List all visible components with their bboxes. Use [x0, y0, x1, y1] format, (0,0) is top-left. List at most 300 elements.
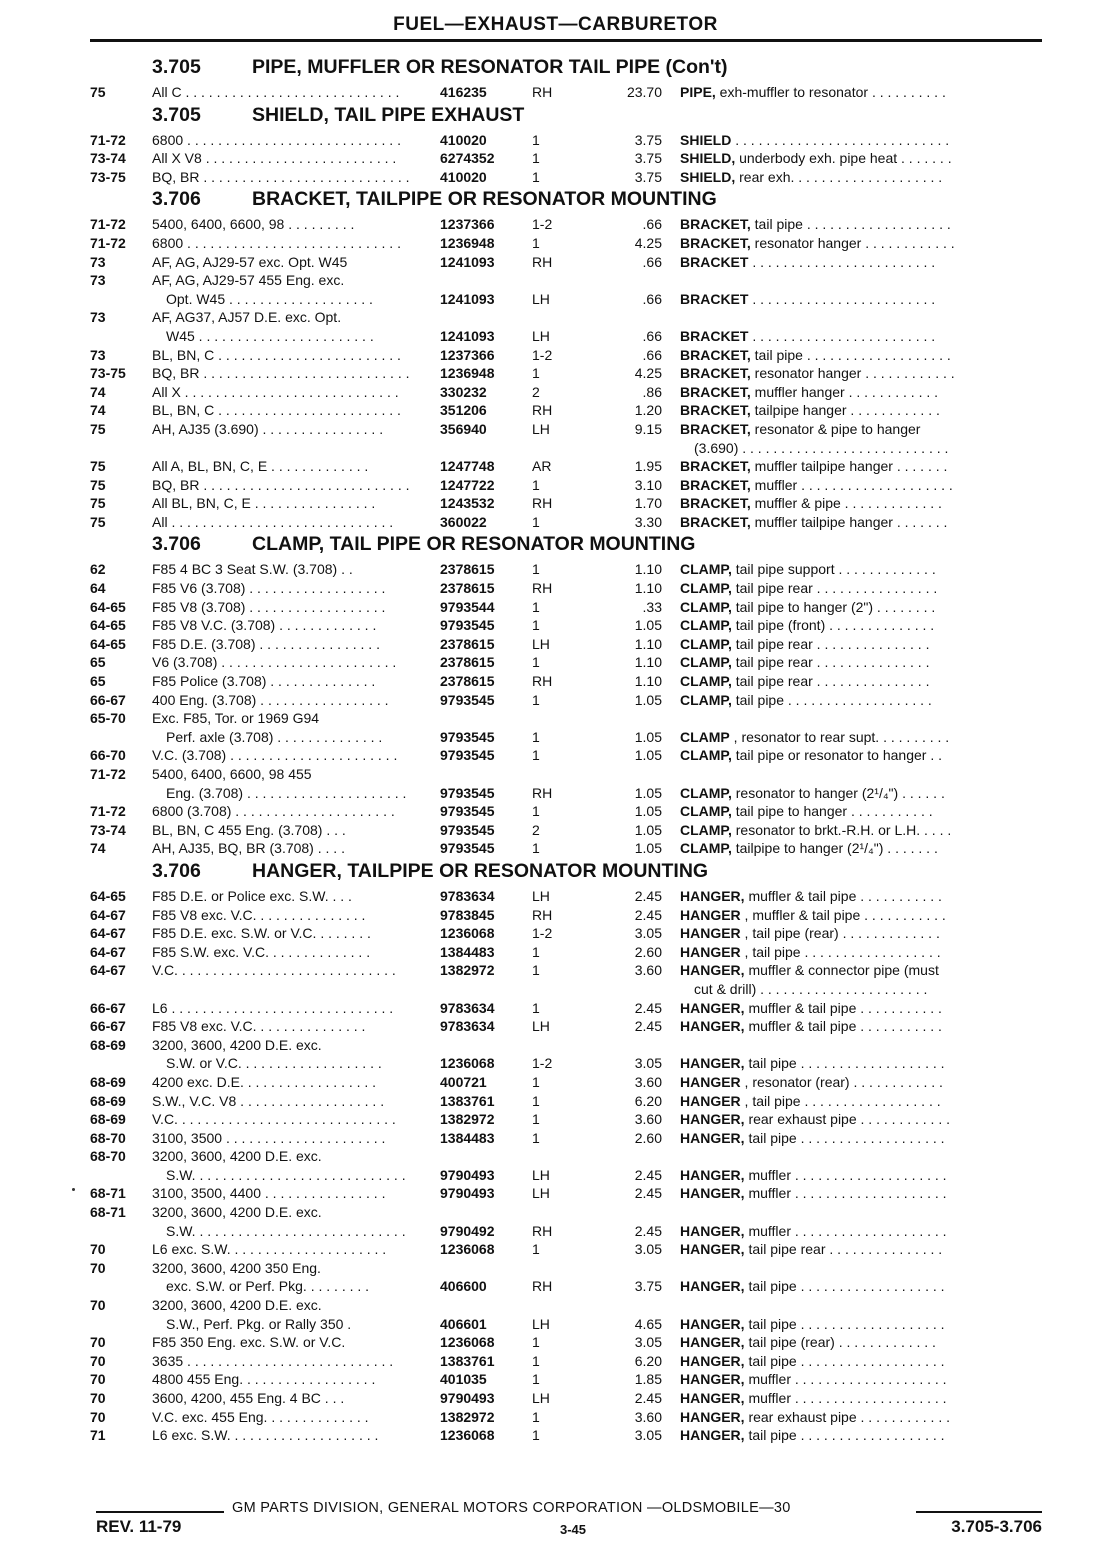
- application: F85 V8 exc. V.C. . . . . . . . . . . . . . .: [152, 906, 366, 923]
- application: W45 . . . . . . . . . . . . . . . . . . . . . . .: [166, 327, 374, 344]
- application: F85 S.W. exc. V.C. . . . . . . . . . . . . .: [152, 943, 371, 960]
- part-description: [680, 494, 1042, 513]
- parts-row: [90, 1017, 1042, 1036]
- price: .66: [642, 253, 662, 270]
- part-description: [680, 1240, 1042, 1259]
- part-detail: resonator hanger . . . . . . . . . . . .: [750, 234, 955, 251]
- application: AF, AG, AJ29-57 exc. Opt. W45: [152, 253, 348, 270]
- model-year: 68-69: [90, 1111, 126, 1128]
- part-name: HANGER,: [680, 1352, 745, 1369]
- part-name: HANGER,: [680, 1334, 745, 1351]
- part-description: [680, 672, 1042, 691]
- application: exc. S.W. or Perf. Pkg. . . . . . . . .: [166, 1278, 370, 1295]
- part-name: HANGER,: [680, 1018, 745, 1035]
- price: .66: [642, 327, 662, 344]
- part-name: HANGER,: [680, 1315, 745, 1332]
- parts-row: [90, 1166, 1042, 1185]
- part-description: [680, 906, 1042, 925]
- part-detail: , resonator (rear) . . . . . . . . . . . .: [740, 1073, 943, 1090]
- part-description: [680, 364, 1042, 383]
- part-name: CLAMP,: [680, 654, 732, 671]
- quantity: LH: [532, 1185, 550, 1202]
- application: 3600, 4200, 455 Eng. 4 BC . . .: [152, 1390, 345, 1406]
- model-year: 71-72: [90, 766, 126, 782]
- application: Perf. axle (3.708) . . . . . . . . . . . . . .: [166, 728, 383, 745]
- price: 2.45: [634, 1166, 662, 1183]
- part-description: [680, 1110, 1042, 1129]
- model-year: 64-65: [90, 887, 126, 904]
- part-name: HANGER,: [680, 1427, 745, 1444]
- price: 3.05: [634, 1427, 662, 1444]
- application: 5400, 6400, 6600, 98 . . . . . . . . .: [152, 216, 355, 233]
- parts-row: [90, 1296, 1042, 1315]
- part-description: [680, 728, 1042, 747]
- application: BL, BN, C . . . . . . . . . . . . . . . . . . . . . . . .: [152, 346, 401, 363]
- price: 1.10: [634, 580, 662, 597]
- section-number: 3.706: [152, 188, 201, 211]
- part-number: 1382972: [440, 1111, 495, 1128]
- part-description: [680, 1073, 1042, 1092]
- application: BL, BN, C 455 Eng. (3.708) . . .: [152, 821, 346, 838]
- part-detail: tail pipe support . . . . . . . . . . . . .: [731, 561, 936, 578]
- part-number: 1247748: [440, 458, 495, 475]
- quantity: RH: [532, 495, 553, 512]
- parts-row: [90, 168, 1042, 187]
- part-detail: rear exh. . . . . . . . . . . . . . . . . . . .: [735, 168, 943, 185]
- parts-row: [90, 709, 1042, 728]
- part-detail: muffler hanger . . . . . . . . . . . .: [750, 383, 939, 400]
- application: F85 350 Eng. exc. S.W. or V.C.: [152, 1334, 346, 1351]
- part-number: 1236068: [440, 1427, 495, 1444]
- part-description: [680, 420, 1042, 439]
- application: V.C. exc. 455 Eng. . . . . . . . . . . . . .: [152, 1408, 369, 1425]
- part-number: 410020: [440, 131, 487, 148]
- quantity: RH: [532, 673, 553, 690]
- application: 4800 455 Eng. . . . . . . . . . . . . . . . . .: [152, 1371, 376, 1388]
- part-number: 1237366: [440, 216, 495, 233]
- quantity: 1: [532, 234, 540, 251]
- part-name: HANGER,: [680, 887, 745, 904]
- model-year: 71-72: [90, 216, 126, 233]
- part-name: CLAMP,: [680, 840, 732, 857]
- application: 4200 exc. D.E. . . . . . . . . . . . . . . . . .: [152, 1073, 377, 1090]
- part-number: 1382972: [440, 1408, 495, 1425]
- part-detail: cut & drill) . . . . . . . . . . . . . . . . . . . . . .: [694, 980, 928, 997]
- part-detail: resonator & pipe to hanger: [750, 420, 921, 437]
- model-year: 73: [90, 309, 106, 326]
- price: 1.05: [634, 803, 662, 820]
- part-detail: , tail pipe (rear) . . . . . . . . . . . . .: [740, 925, 940, 942]
- model-year: 73-74: [90, 821, 126, 838]
- parts-row: [90, 943, 1042, 962]
- parts-row: [90, 513, 1042, 532]
- model-year: 68-69: [90, 1073, 126, 1090]
- part-detail: resonator hanger . . . . . . . . . . . .: [750, 365, 955, 382]
- part-detail: tail pipe rear . . . . . . . . . . . . . . . .: [731, 580, 938, 597]
- application: 5400, 6400, 6600, 98 455: [152, 766, 312, 782]
- parts-row: [90, 234, 1042, 253]
- page-title: FUEL—EXHAUST—CARBURETOR: [393, 14, 718, 35]
- application: 3100, 3500, 4400 . . . . . . . . . . . . . . . .: [152, 1185, 386, 1202]
- price: 2.45: [634, 1222, 662, 1239]
- part-number: 1237366: [440, 346, 495, 363]
- part-name: BRACKET: [680, 290, 749, 307]
- part-detail: tail pipe rear . . . . . . . . . . . . . . .: [731, 673, 930, 690]
- application: 3200, 3600, 4200 D.E. exc.: [152, 1204, 322, 1221]
- model-year: 70: [90, 1297, 106, 1314]
- price: 2.45: [634, 1390, 662, 1406]
- application: All . . . . . . . . . . . . . . . . . . . . . . . . . . . . .: [152, 513, 394, 530]
- parts-row: [90, 1092, 1042, 1111]
- part-detail: underbody exh. pipe heat . . . . . . .: [735, 150, 952, 167]
- part-description: [680, 887, 1042, 906]
- part-description: [680, 476, 1042, 495]
- part-detail: tail pipe . . . . . . . . . . . . . . . . . . .: [731, 691, 932, 708]
- part-detail: muffler & tail pipe . . . . . . . . . . .: [744, 887, 942, 904]
- section-title: HANGER, TAILPIPE OR RESONATOR MOUNTING: [252, 859, 709, 882]
- part-name: BRACKET: [680, 253, 749, 270]
- application: 3200, 3600, 4200 D.E. exc.: [152, 1297, 322, 1314]
- model-year: 68-69: [90, 1092, 126, 1109]
- model-year: 71-72: [90, 131, 126, 148]
- parts-row: [90, 839, 1042, 858]
- part-number: 1241093: [440, 290, 495, 307]
- application: AF, AG, AJ29-57 455 Eng. exc.: [152, 272, 345, 289]
- model-year: 64-65: [90, 635, 126, 652]
- part-name: HANGER,: [680, 962, 745, 979]
- quantity: RH: [532, 253, 553, 270]
- part-detail: tail pipe . . . . . . . . . . . . . . . . . . .: [750, 346, 951, 363]
- part-number: 1236068: [440, 1241, 495, 1258]
- model-year: 75: [90, 495, 106, 512]
- price: 2.45: [634, 906, 662, 923]
- part-detail: tail pipe . . . . . . . . . . . . . . . . . . .: [744, 1427, 945, 1444]
- model-year: 70: [90, 1352, 106, 1369]
- part-detail: rear exhaust pipe . . . . . . . . . . . .: [744, 1111, 950, 1128]
- price: 1.10: [634, 635, 662, 652]
- part-detail: muffler . . . . . . . . . . . . . . . . . . . .: [750, 476, 953, 493]
- part-detail: (3.690) . . . . . . . . . . . . . . . . . . . . . . . . . . .: [694, 439, 949, 456]
- price: 2.60: [634, 1129, 662, 1146]
- parts-row: [90, 728, 1042, 747]
- footer-company: GM PARTS DIVISION, GENERAL MOTORS CORPORATION —OLDSMOBILE—30: [232, 1500, 791, 1516]
- part-number: 1236068: [440, 925, 495, 942]
- parts-row: [90, 1222, 1042, 1241]
- part-name: HANGER: [680, 943, 741, 960]
- part-number: 351206: [440, 402, 487, 419]
- parts-row: [90, 253, 1042, 272]
- parts-row: [90, 1259, 1042, 1278]
- part-number: 6274352: [440, 150, 495, 167]
- part-number: 1236948: [440, 365, 495, 382]
- part-number: 1236948: [440, 234, 495, 251]
- application: AH, AJ35 (3.690) . . . . . . . . . . . . . . . .: [152, 420, 384, 437]
- price: 1.05: [634, 747, 662, 764]
- part-number: 9790493: [440, 1166, 495, 1183]
- quantity: RH: [532, 1222, 553, 1239]
- model-year: 74: [90, 840, 106, 857]
- part-name: HANGER,: [680, 1278, 745, 1295]
- model-year: 70: [90, 1390, 106, 1406]
- price: 2.45: [634, 999, 662, 1016]
- parts-row: [90, 672, 1042, 691]
- footer-page-number: 3-45: [560, 1522, 587, 1537]
- part-number: 9783634: [440, 999, 495, 1016]
- parts-row: [90, 635, 1042, 654]
- quantity: 1: [532, 617, 540, 634]
- price: 1.10: [634, 673, 662, 690]
- part-number: 9793545: [440, 747, 495, 764]
- part-name: HANGER,: [680, 1371, 745, 1388]
- application: BQ, BR . . . . . . . . . . . . . . . . . . . . . . . . . . .: [152, 168, 410, 185]
- model-year: 73: [90, 272, 106, 289]
- parts-row: [90, 83, 1042, 102]
- application: F85 4 BC 3 Seat S.W. (3.708) . .: [152, 561, 353, 578]
- part-detail: . . . . . . . . . . . . . . . . . . . . . . . . . . . .: [731, 131, 950, 148]
- model-year: 68-71: [90, 1204, 126, 1221]
- part-number: 9793544: [440, 598, 495, 615]
- part-name: CLAMP,: [680, 617, 732, 634]
- application: L6 . . . . . . . . . . . . . . . . . . . . . . . . . . . . .: [152, 999, 394, 1016]
- part-description: [680, 215, 1042, 234]
- footer-group-range: 3.705-3.706: [951, 1517, 1042, 1536]
- parts-row: [90, 1408, 1042, 1427]
- part-description: [680, 560, 1042, 579]
- part-detail: , tail pipe . . . . . . . . . . . . . . . . . .: [740, 943, 941, 960]
- part-number: 356940: [440, 420, 487, 437]
- quantity: LH: [532, 635, 550, 652]
- part-name: BRACKET,: [680, 513, 751, 530]
- part-name: SHIELD,: [680, 168, 736, 185]
- model-year: 73: [90, 346, 106, 363]
- parts-row: [90, 1240, 1042, 1259]
- price: 1.70: [634, 495, 662, 512]
- part-number: 9790493: [440, 1185, 495, 1202]
- part-number: 1384483: [440, 943, 495, 960]
- part-detail: tail pipe rear . . . . . . . . . . . . . . .: [744, 1241, 943, 1258]
- price: 2.45: [634, 1018, 662, 1035]
- parts-row: [90, 1352, 1042, 1371]
- part-description: [680, 513, 1042, 532]
- part-number: 9783634: [440, 1018, 495, 1035]
- part-number: 1243532: [440, 495, 495, 512]
- part-description: [680, 691, 1042, 710]
- part-name: BRACKET,: [680, 346, 751, 363]
- application: All A, BL, BN, C, E . . . . . . . . . . . . .: [152, 458, 369, 475]
- parts-row: [90, 383, 1042, 402]
- price: 3.75: [634, 168, 662, 185]
- section-number: 3.706: [152, 859, 201, 882]
- price: 4.25: [634, 234, 662, 251]
- quantity: 1: [532, 1427, 540, 1444]
- part-name: CLAMP,: [680, 784, 732, 801]
- price: 1.05: [634, 821, 662, 838]
- application: F85 D.E. (3.708) . . . . . . . . . . . . . . . .: [152, 635, 380, 652]
- part-name: CLAMP: [680, 728, 730, 745]
- quantity: AR: [532, 458, 552, 475]
- application: Exc. F85, Tor. or 1969 G94: [152, 710, 320, 727]
- parts-row: [90, 149, 1042, 168]
- part-description: [680, 457, 1042, 476]
- part-number: 360022: [440, 513, 487, 530]
- application: AF, AG37, AJ57 D.E. exc. Opt.: [152, 309, 342, 326]
- quantity: RH: [532, 906, 553, 923]
- part-name: HANGER,: [680, 1241, 745, 1258]
- part-detail: , muffler & tail pipe . . . . . . . . . . .: [740, 906, 946, 923]
- parts-row: [90, 924, 1042, 943]
- quantity: 1: [532, 598, 540, 615]
- quantity: RH: [532, 84, 553, 100]
- price: 1.05: [634, 728, 662, 745]
- parts-row: [90, 131, 1042, 150]
- part-detail: , resonator to rear supt. . . . . . . . . .: [729, 728, 950, 745]
- part-number: 1382972: [440, 962, 495, 979]
- price: 1.85: [634, 1371, 662, 1388]
- parts-row: [90, 308, 1042, 327]
- price: 1.05: [634, 617, 662, 634]
- application: All BL, BN, C, E . . . . . . . . . . . . . . . .: [152, 495, 376, 512]
- part-description: [680, 1315, 1042, 1334]
- quantity: LH: [532, 887, 550, 904]
- part-number: 9793545: [440, 691, 495, 708]
- part-description: [680, 635, 1042, 654]
- parts-row: [90, 1073, 1042, 1092]
- part-name: CLAMP,: [680, 635, 732, 652]
- application: AH, AJ35, BQ, BR (3.708) . . . .: [152, 840, 345, 857]
- part-detail: tail pipe to hanger . . . . . . . . . . .: [731, 803, 933, 820]
- part-name: BRACKET,: [680, 476, 751, 493]
- part-detail: muffler tailpipe hanger . . . . . . .: [750, 458, 948, 475]
- part-number: 9793545: [440, 803, 495, 820]
- application: S.W. . . . . . . . . . . . . . . . . . . . . . . . . . . .: [166, 1222, 406, 1239]
- model-year: 73-75: [90, 168, 126, 185]
- quantity: 1-2: [532, 346, 553, 363]
- part-detail: muffler . . . . . . . . . . . . . . . . . . . .: [744, 1222, 947, 1239]
- application: V.C. . . . . . . . . . . . . . . . . . . . . . . . . . . . .: [152, 1111, 396, 1128]
- quantity: 2: [532, 383, 540, 400]
- part-description: [680, 401, 1042, 420]
- price: .33: [642, 598, 662, 615]
- part-description: [680, 1129, 1042, 1148]
- parts-row: [90, 598, 1042, 617]
- quantity: 1: [532, 1092, 540, 1109]
- parts-row: [90, 1184, 1042, 1203]
- part-name: CLAMP,: [680, 598, 732, 615]
- parts-row: [90, 290, 1042, 309]
- quantity: LH: [532, 420, 550, 437]
- part-number: 9793545: [440, 840, 495, 857]
- quantity: 1: [532, 1073, 540, 1090]
- model-year: 68-70: [90, 1148, 126, 1165]
- model-year: 71-72: [90, 803, 126, 820]
- part-name: SHIELD: [680, 131, 732, 148]
- price: 2.45: [634, 1185, 662, 1202]
- part-description: [680, 1092, 1042, 1111]
- model-year: 64-67: [90, 925, 126, 942]
- price: .66: [642, 290, 662, 307]
- application: V.C. . . . . . . . . . . . . . . . . . . . . . . . . . . . .: [152, 962, 396, 979]
- quantity: 1: [532, 150, 540, 167]
- model-year: 70: [90, 1334, 106, 1351]
- part-number: 1383761: [440, 1352, 495, 1369]
- application: S.W., V.C. V8 . . . . . . . . . . . . . . . . . . .: [152, 1092, 385, 1109]
- part-description: [680, 383, 1042, 402]
- part-detail: rear exhaust pipe . . . . . . . . . . . .: [744, 1408, 950, 1425]
- part-description: [680, 1370, 1042, 1389]
- section-header: [90, 531, 1042, 560]
- part-number: 9790493: [440, 1390, 495, 1406]
- parts-row: [90, 1036, 1042, 1055]
- part-number: 9783634: [440, 887, 495, 904]
- price: 3.60: [634, 1073, 662, 1090]
- part-detail: muffler & tail pipe . . . . . . . . . . .: [744, 999, 942, 1016]
- parts-row: [90, 1277, 1042, 1296]
- application: All X . . . . . . . . . . . . . . . . . . . . . . . . . . . .: [152, 383, 399, 400]
- part-description: [680, 1054, 1042, 1073]
- model-year: 66-67: [90, 999, 126, 1016]
- price: .66: [642, 346, 662, 363]
- part-name: CLAMP,: [680, 821, 732, 838]
- price: 2.45: [634, 887, 662, 904]
- parts-row: [90, 1147, 1042, 1166]
- part-detail: . . . . . . . . . . . . . . . . . . . . . . . .: [748, 290, 936, 307]
- parts-row: [90, 476, 1042, 495]
- price: 3.05: [634, 1055, 662, 1072]
- quantity: 1: [532, 1241, 540, 1258]
- part-description: [680, 784, 1042, 803]
- price: 3.60: [634, 962, 662, 979]
- part-description: [680, 999, 1042, 1018]
- quantity: 1: [532, 943, 540, 960]
- model-year: 64-67: [90, 962, 126, 979]
- part-detail: tail pipe or resonator to hanger . .: [731, 747, 942, 764]
- application: F85 V8 exc. V.C. . . . . . . . . . . . . . .: [152, 1018, 366, 1035]
- section-header: [90, 858, 1042, 887]
- application: 3100, 3500 . . . . . . . . . . . . . . . . . . . . .: [152, 1129, 386, 1146]
- quantity: 1: [532, 1334, 540, 1351]
- quantity: LH: [532, 1018, 550, 1035]
- part-description: [680, 616, 1042, 635]
- part-description: [680, 1352, 1042, 1371]
- part-description: [680, 839, 1042, 858]
- quantity: 1: [532, 476, 540, 493]
- part-description: [680, 1389, 1042, 1408]
- part-name: HANGER: [680, 1073, 741, 1090]
- part-description: [680, 1222, 1042, 1241]
- price: 1.10: [634, 654, 662, 671]
- price: 3.60: [634, 1111, 662, 1128]
- part-number: 9793545: [440, 821, 495, 838]
- part-name: CLAMP,: [680, 673, 732, 690]
- part-description: [694, 439, 1042, 458]
- part-description: [680, 1017, 1042, 1036]
- part-name: CLAMP,: [680, 803, 732, 820]
- model-year: 66-70: [90, 747, 126, 764]
- title-rule: [90, 39, 1042, 42]
- application: 3635 . . . . . . . . . . . . . . . . . . . . . . . . . . .: [152, 1352, 394, 1369]
- parts-row: [90, 1110, 1042, 1129]
- price: 3.05: [634, 1334, 662, 1351]
- footer-rule-right: [916, 1511, 1042, 1513]
- part-detail: muffler . . . . . . . . . . . . . . . . . . . .: [744, 1166, 947, 1183]
- price: 1.95: [634, 458, 662, 475]
- part-number: 406601: [440, 1315, 487, 1332]
- application: All X V8 . . . . . . . . . . . . . . . . . . . . . . . . .: [152, 150, 397, 167]
- parts-row: [90, 420, 1042, 439]
- quantity: 1: [532, 691, 540, 708]
- part-name: HANGER: [680, 1092, 741, 1109]
- parts-row: [90, 1315, 1042, 1334]
